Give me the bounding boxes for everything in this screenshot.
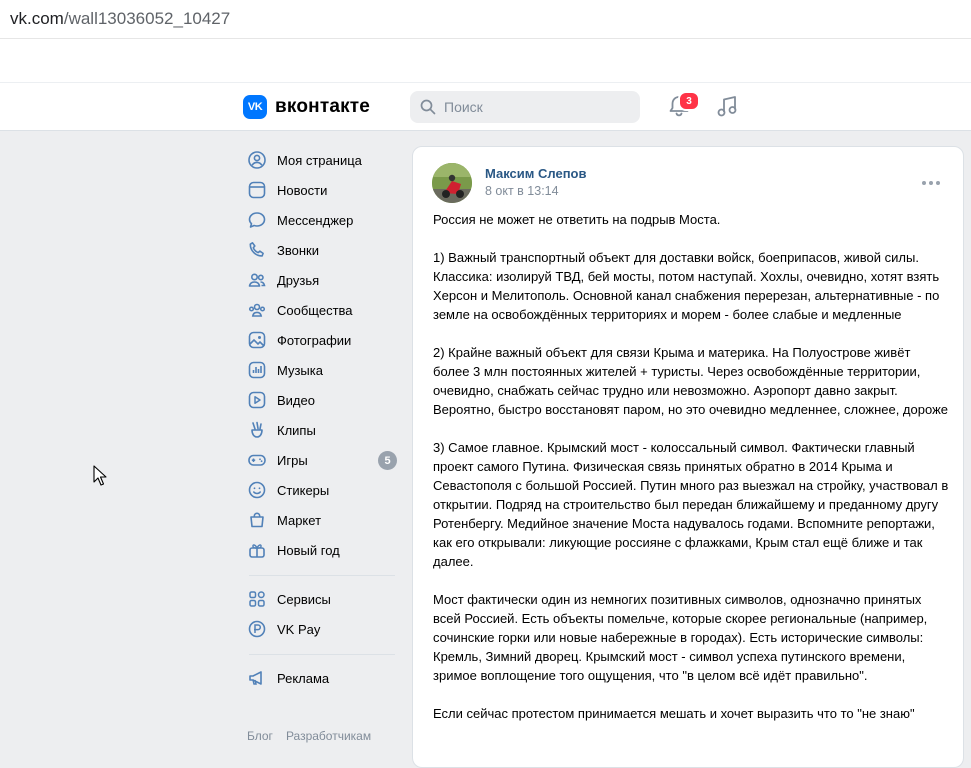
search-input[interactable]	[442, 98, 626, 116]
music-icon	[247, 360, 267, 380]
sidebar-item-label: Музыка	[277, 362, 323, 378]
chat-icon	[247, 210, 267, 230]
vk-header	[0, 83, 971, 131]
sidebar-item-video[interactable]	[240, 385, 405, 415]
sidebar-item-label: Сообщества	[277, 302, 353, 318]
sidebar-item-clips[interactable]	[240, 415, 405, 445]
user-icon	[247, 150, 267, 170]
sidebar-item-calls[interactable]	[240, 235, 405, 265]
megaphone-icon	[247, 668, 267, 688]
sidebar-item-label: Клипы	[277, 422, 316, 438]
post-paragraph: 1) Важный транспортный объект для доставки войск, боеприпасов, живой силы. Классика: изолируй ТВД, бей мосты, потом наступай. Хохлы, очевидно, хотят взять Херсон и Мелитополь. Основной канал снабжения перерезан, альтернативные - по земле на освобождённых территориях и морем - более слабые и медленные	[433, 250, 940, 322]
sidebar-item-label: Реклама	[277, 670, 330, 686]
sidebar-item-ads[interactable]	[240, 663, 405, 693]
sidebar-item-label: VK Pay	[277, 621, 321, 637]
post-author[interactable]: Максим Слепов	[485, 166, 587, 181]
sidebar-item-label: Звонки	[277, 242, 319, 258]
news-icon	[247, 180, 267, 200]
sidebar-item-services[interactable]	[240, 584, 405, 614]
sidebar-item-games[interactable]	[240, 445, 405, 475]
sidebar-footer	[247, 729, 405, 743]
avatar[interactable]	[432, 163, 472, 203]
sidebar-item-label: Новый год	[277, 542, 340, 558]
sidebar-item-communities[interactable]	[240, 295, 405, 325]
sidebar-item-stickers[interactable]	[240, 475, 405, 505]
notifications-button[interactable]	[666, 93, 694, 121]
sidebar-item-label: Видео	[277, 392, 315, 408]
post-date[interactable]: 8 окт в 13:14	[485, 184, 559, 198]
sidebar-item-news[interactable]	[240, 175, 405, 205]
sidebar-item-label: Игры	[277, 452, 308, 468]
sidebar-item-label: Фотографии	[277, 332, 352, 348]
bag-icon	[247, 510, 267, 530]
sidebar-item-new-year[interactable]	[240, 535, 405, 565]
top-strip	[0, 39, 971, 83]
gift-icon	[247, 540, 267, 560]
sidebar-item-market[interactable]	[240, 505, 405, 535]
post-paragraph: Если сейчас протестом принимается мешать и хочет выразить что то "не знаю"	[433, 706, 915, 721]
music-icon	[714, 94, 740, 120]
sidebar-item-messenger[interactable]	[240, 205, 405, 235]
smile-icon	[247, 480, 267, 500]
url-text[interactable]	[10, 9, 230, 29]
sidebar-item-vk-pay[interactable]	[240, 614, 405, 644]
coin-icon	[247, 619, 267, 639]
more-dots-icon	[921, 178, 941, 188]
search-box[interactable]	[410, 91, 640, 123]
grid-icon	[247, 589, 267, 609]
footer-link-blog[interactable]: Блог	[247, 729, 273, 743]
footer-link-developers[interactable]: Разработчикам	[285, 729, 372, 743]
clips-icon	[247, 420, 267, 440]
sidebar-item-label: Мессенджер	[277, 212, 354, 228]
url-path: /wall13036052_10427	[63, 9, 231, 28]
sidebar-item-my-page[interactable]	[240, 145, 405, 175]
sidebar-divider	[249, 654, 395, 655]
sidebar-item-label: Сервисы	[277, 591, 331, 607]
friends-icon	[247, 270, 267, 290]
post-paragraph: Россия не может не ответить на подрыв Моста.	[433, 212, 721, 227]
vk-logo[interactable]	[243, 95, 370, 119]
url-host: vk.com	[10, 9, 64, 28]
wall-post	[412, 146, 964, 768]
video-icon	[247, 390, 267, 410]
browser-address-bar[interactable]	[0, 0, 971, 39]
music-player-button[interactable]	[714, 94, 740, 120]
post-paragraph: 2) Крайне важный объект для связи Крыма и материка. На Полуострове живёт более 3 млн постоянных жителей + туристы. Через освобождённые территории, очевидно, снабжать сейчас трудно или невозможно. Аэропорт давно закрыт. Вероятно, быстро восстановят паром, но это очевидно медленнее, сложнее, дороже	[433, 345, 948, 417]
sidebar-item-label: Маркет	[277, 512, 322, 528]
post-paragraph: 3) Самое главное. Крымский мост - колоссальный символ. Фактически главный проект самого Путина. Физическая связь принятых обратно в 2014 Крыма и Севастополя с большой Россией. Путин много раз выезжал на стройку, участвовал в открытии. Подряд на строительство был передан ближайшему и преданному другу Ротенбергу. Медийное значение Моста надувалось годами. Вспомните репортажи, как его открывали: ликующие россияне с флажками, Крым стал ещё ближе и так далее.	[433, 440, 949, 569]
avatar-motorcycle-image	[432, 163, 472, 203]
post-paragraph: Мост фактически один из немногих позитивных символов, однозначно принятых всей Россией. Есть объекты помельче, которые скорее региональные (например, сочинские горки или новые набережные в городах). Есть исторические символы: Кремль, Зимний дворец. Крымский мост - символ успеха путинского времени, зримое воплощение того ощущения, что "в целом всё идёт правильно".	[433, 592, 928, 683]
post-text	[433, 210, 949, 742]
communities-icon	[247, 300, 267, 320]
photo-icon	[247, 330, 267, 350]
games-count-badge: 5	[378, 451, 397, 470]
phone-icon	[247, 240, 267, 260]
sidebar-item-photos[interactable]	[240, 325, 405, 355]
sidebar-item-label: Друзья	[277, 272, 320, 288]
gamepad-icon	[247, 450, 267, 470]
sidebar-item-label: Новости	[277, 182, 328, 198]
notifications-badge: 3	[678, 91, 700, 111]
search-icon	[420, 99, 436, 115]
vk-logo-text: вконтакте	[275, 96, 371, 117]
sidebar-divider	[249, 575, 395, 576]
vk-logo-mark: VK	[243, 95, 267, 119]
sidebar-item-friends[interactable]	[240, 265, 405, 295]
left-sidebar	[240, 145, 405, 743]
sidebar-item-label: Моя страница	[277, 152, 362, 168]
mouse-cursor-icon	[93, 465, 107, 487]
sidebar-item-music[interactable]	[240, 355, 405, 385]
sidebar-item-label: Стикеры	[277, 482, 330, 498]
post-more-button[interactable]	[921, 175, 941, 185]
